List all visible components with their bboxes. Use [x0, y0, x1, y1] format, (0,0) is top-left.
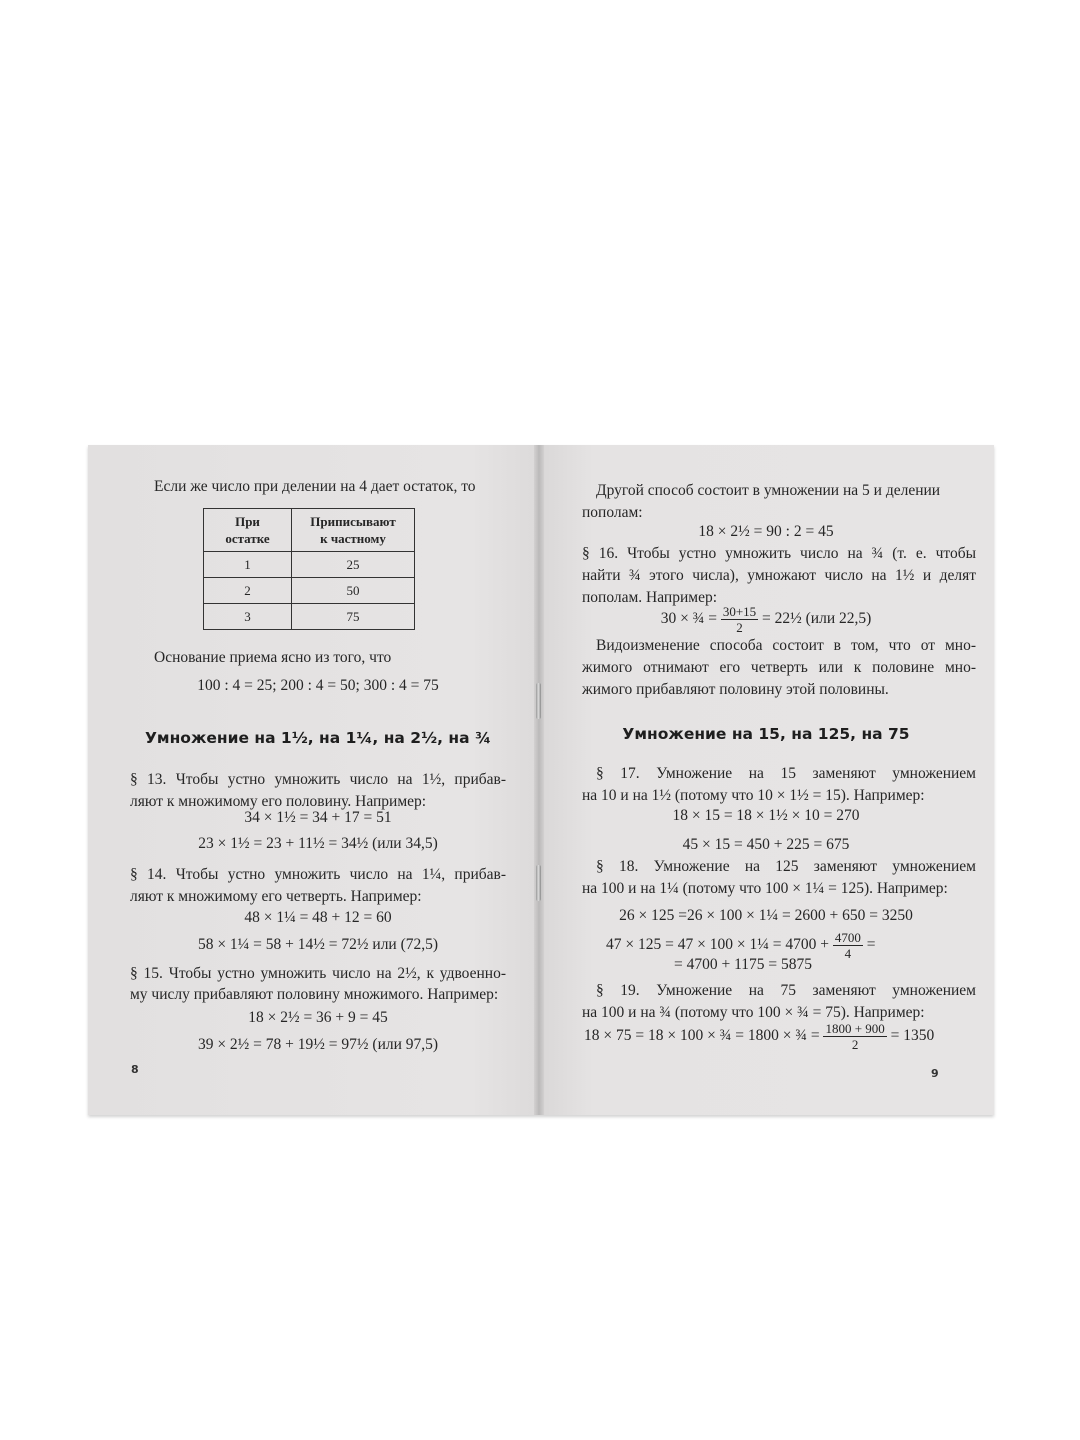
- page-number: 9: [931, 1067, 939, 1080]
- formula: 39 × 2½ = 78 + 19½ = 97½ (или 97,5): [197, 1036, 439, 1053]
- staple-icon: [536, 683, 541, 719]
- fraction-formula: 18 × 75 = 18 × 100 × ¾ = 1800 × ¾ = $\frac{1800 + 900}{2}$ = 1350: [584, 1020, 935, 1052]
- formula: 18 × 2½ = 90 : 2 = 45: [698, 523, 834, 540]
- staple-icon: [536, 865, 541, 901]
- fraction: $\frac{30+15}{2}$: [722, 603, 757, 635]
- open-booklet: [88, 445, 994, 1115]
- paragraph-13-line: ляют к множимому его половину. Например:: [130, 793, 427, 810]
- paragraph-line: Видоизменение способа состоит в том, что от мно-: [596, 637, 976, 654]
- intro-text: Если же число при делении на 4 дает остаток, то: [154, 478, 476, 495]
- section-heading: Умножение на 15, на 125, на 75: [622, 725, 910, 743]
- paragraph-line: Другой способ состоит в умножении на 5 и делении: [596, 482, 941, 499]
- left-page: [88, 445, 538, 1115]
- paragraph-15-line: § 15. Чтобы устно умножить число на 2½, к удвоенно-: [130, 965, 506, 982]
- table-row: 3 75: [204, 604, 415, 630]
- paragraph-17-line: § 17. Умножение на 15 заменяют умножением: [596, 765, 976, 782]
- paragraph-14-line: ляют к множимому его четверть. Например:: [130, 888, 422, 905]
- book-gutter: [534, 445, 544, 1115]
- basis-text: Основание приема ясно из того, что: [154, 649, 392, 666]
- section-heading: Умножение на 1½, на 1¼, на 2½, на ¾: [144, 729, 492, 747]
- fraction: $\frac{4700}{4}$: [834, 929, 861, 961]
- table-row: 2 50: [204, 578, 415, 604]
- table-header-append: Приписывают к частному: [292, 509, 415, 552]
- paragraph-19-line: § 19. Умножение на 75 заменяют умножением: [596, 982, 976, 999]
- fraction-formula: 30 × ¾ = $\frac{30+15}{2}$ = 22½ (или 22,5): [660, 603, 872, 635]
- formula: 58 × 1¼ = 58 + 14½ = 72½ или (72,5): [197, 936, 439, 953]
- fraction-formula: 47 × 125 = 47 × 100 × 1¼ = 4700 + $\frac{4700}{4}$ =: [606, 929, 876, 961]
- formula: 34 × 1½ = 34 + 17 = 51: [244, 809, 392, 826]
- table-header-remainder: При остатке: [204, 509, 292, 552]
- paragraph-18-line: на 100 и на 1¼ (потому что 100 × 1¼ = 125). Например:: [582, 880, 948, 897]
- paragraph-19-line: на 100 и на ¾ (потому что 100 × ¾ = 75). Например:: [582, 1004, 925, 1021]
- paragraph-13-line: § 13. Чтобы устно умножить число на 1½, прибав-: [130, 771, 506, 788]
- paragraph-16-line: пополам. Например:: [582, 589, 718, 606]
- basis-formula: 100 : 4 = 25; 200 : 4 = 50; 300 : 4 = 75: [197, 677, 439, 694]
- paragraph-17-line: на 10 и на 1½ (потому что 10 × 1½ = 15). Например:: [582, 787, 925, 804]
- paragraph-18-line: § 18. Умножение на 125 заменяют умножением: [596, 858, 976, 875]
- formula: 18 × 2½ = 36 + 9 = 45: [248, 1009, 388, 1026]
- formula: 23 × 1½ = 23 + 11½ = 34½ (или 34,5): [198, 835, 438, 852]
- formula: 45 × 15 = 450 + 225 = 675: [682, 836, 850, 853]
- formula: 26 × 125 =26 × 100 × 1¼ = 2600 + 650 = 3250: [619, 907, 913, 924]
- paragraph-line: жимого прибавляют половину этой половины.: [582, 681, 889, 698]
- page-number: 8: [131, 1063, 139, 1076]
- table-row: 1 25: [204, 552, 415, 578]
- remainder-table: [203, 508, 415, 630]
- fraction: $\frac{1800 + 900}{2}$: [825, 1020, 885, 1052]
- paragraph-16-line: найти ¾ этого числа), умножают число на 1½ и делят: [582, 567, 976, 584]
- right-page: [538, 445, 994, 1115]
- paragraph-line: жимого отнимают его четверть или к половине мно-: [582, 659, 976, 676]
- paragraph-14-line: § 14. Чтобы устно умножить число на 1¼, прибав-: [130, 866, 506, 883]
- paragraph-line: пополам:: [582, 504, 643, 521]
- formula: 48 × 1¼ = 48 + 12 = 60: [244, 909, 392, 926]
- formula: = 4700 + 1175 = 5875: [674, 956, 813, 973]
- formula: 18 × 15 = 18 × 1½ × 10 = 270: [672, 807, 860, 824]
- paragraph-15-line: му числу прибавляют половину множимого. Например:: [130, 986, 499, 1003]
- paragraph-16-line: § 16. Чтобы устно умножить число на ¾ (т. е. чтобы: [582, 545, 976, 562]
